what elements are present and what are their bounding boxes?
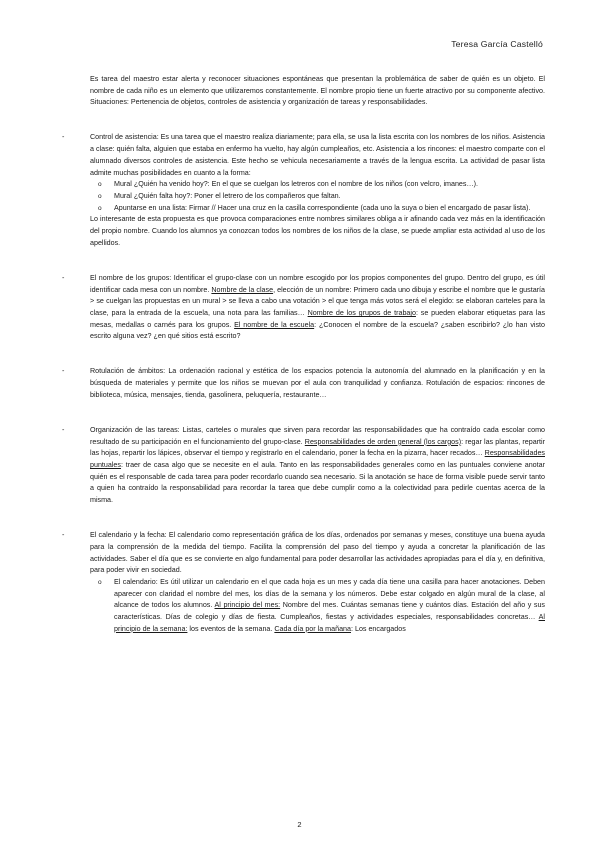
- dash-bullet: -: [62, 425, 65, 434]
- list-item: [90, 179, 545, 191]
- underlined-term: Responsabilidades de orden general (los cargos): [304, 437, 462, 446]
- text-run: El calendario: Es útil utilizar un calendario en el que cada hoja es un mes y cada día tiene una casilla para hacer anotaciones. Deben aparecer con claridad el nombre del mes, los días de la semana y los números. Debe estar colgado en algún mural de la clase, al alcance de todos los alumnos.: [114, 578, 545, 610]
- dash-bullet: -: [62, 367, 65, 376]
- list-item: [90, 203, 545, 215]
- bullet-marker: o: [98, 193, 102, 200]
- document-body: [62, 74, 546, 636]
- control-paragraph: Control de asistencia: Es una tarea que el maestro realiza diariamente; para ella, se usa la lista escrita con los nombres de los niños. Asistencia a clase: quién falta, alguien que estaba en enfermo ha vuelto, hay algún cumpleaños, etc. Asistencia a los rincones: el maestro comparte con el alumnado diversos controles de asistencia. Este hecho se vehicula necesariamente a través de la lengua escrita. La actividad de pasar lista admite muchas posibilidades en cuanto a la forma:: [90, 133, 545, 177]
- text-run: : regar las plantas, repartir las hojas, repartir los lápices, observar el tiempo y registrarlo en el calendario, poner la fecha en la pizarra, hacer recados…: [90, 437, 545, 458]
- list-item-text: Apuntarse en una lista: Firmar // Hacer una cruz en la casilla correspondiente (cada uno la suya o bien el encargado de pasar lista).: [114, 203, 531, 212]
- bullet-marker: o: [98, 181, 102, 189]
- bullet-marker: o: [98, 204, 102, 212]
- section-rotulacion-ambitos: [62, 366, 545, 401]
- list-item: [90, 577, 545, 636]
- section-organizacion-tareas: [62, 425, 545, 507]
- text-run: : ¿Conocen el nombre de la escuela? ¿saben escribirlo? ¿lo han visto escrito alguna vez? ¿en qué sitios está escrito?: [90, 320, 546, 341]
- grupos-paragraph: [90, 273, 545, 343]
- dash-bullet: -: [62, 273, 65, 282]
- control-list: [90, 179, 545, 214]
- dash-bullet: -: [62, 133, 65, 142]
- calendario-paragraph: El calendario y la fecha: El calendario como representación gráfica de los días, ordenados por semanas y meses, constituye una buena ayuda para la comprensión de la medida del tiempo. Facilita la comprensión del paso del tiempo y ayuda a concretar la planificación de las actividades. Saber el día que es se convierte en algo fundamental para poder desarrollar las actividades apropiadas para el día y, en definitiva, para poder vivir en sociedad.: [90, 531, 545, 575]
- list-item-text: Mural ¿Quién falta hoy?: Poner el letrero de los compañeros que faltan.: [114, 192, 341, 200]
- tareas-paragraph: [90, 425, 545, 507]
- text-run: los eventos de la semana.: [187, 624, 275, 633]
- underlined-term: Cada día por la mañana: [274, 624, 351, 633]
- text-run: Organización de las tareas: Listas, carteles o murales que sirven para recordar las responsabilidades que ha contraído cada escolar como resultado de su participación en el funcionamiento del grupo-clase.: [90, 425, 545, 446]
- list-item-text: Mural ¿Quién ha venido hoy?: En el que se cuelgan los letreros con el nombre de los niños (con velcro, imanes…).: [114, 180, 478, 189]
- page-number: 2: [297, 820, 302, 829]
- control-after-paragraph: Lo interesante de esta propuesta es que provoca comparaciones entre nombres similares obliga a ir afinando cada vez más en la identificación del propio nombre. Cuando los alumnos ya conozcan todos los nombres de los niños de la clase, se puede ampliar esta actividad al uso de los apellidos.: [90, 215, 545, 247]
- text-run: : se pueden elaborar etiquetas para las mesas, medallas o carnés para los grupos.: [90, 309, 546, 329]
- calendario-list: [90, 577, 545, 636]
- underlined-term: El nombre de la escuela: [234, 320, 315, 329]
- intro-paragraph: Es tarea del maestro estar alerta y reconocer situaciones espontáneas que presentan la problemática de saber de quién es un objeto. El nombre de cada niño es un elemento que utilizaremos constantemente. El nombre propio tiene un fuerte atractivo por su componente afectivo. Situaciones: Pertenencia de objetos, controles de asistencia y organización de tareas y responsabilidades.: [90, 75, 545, 107]
- section-nombre-grupos: [62, 273, 546, 343]
- underlined-term: Nombre de la clase: [211, 285, 274, 294]
- ambitos-paragraph: Rotulación de ámbitos: La ordenación racional y estética de los espacios potencia la autonomía del alumnado en la planificación y en la búsqueda de materiales y permite que los niños se muevan por el aula con tranquilidad y confianza. Rotulación de espacios: rincones de biblioteca, música, mensajes, tienda, gasolinera, peluquería, restaurante…: [90, 367, 545, 399]
- text-run: El nombre de los grupos: Identificar el grupo-clase con un nombre escogido por los propios componentes del grupo. Dentro del grupo, es útil identificar cada mesa con un nombre.: [90, 273, 545, 294]
- underlined-term: Al principio del mes:: [214, 601, 281, 610]
- text-run: Nombre del mes. Cuántas semanas tiene y cuántos días. Estación del año y sus características. Días de colegio y días de fiesta. Cumpleaños, fiestas y actividades especiales, responsabilidades concretas…: [114, 601, 545, 622]
- section-control-asistencia: [62, 132, 545, 249]
- list-item: [90, 191, 545, 203]
- bullet-marker: o: [98, 579, 102, 587]
- text-run: : Los encargados: [351, 624, 406, 633]
- section-calendario-fecha: [62, 530, 545, 635]
- text-run: , elección de un nombre: Primero cada uno dibuja y escribe el nombre que le gustaría > se cuelgan las propuestas en un mural > se lleva a cabo una votación > el que tenga más votos será el elegido: se elaboran carteles para la clase, para la entrada de la escuela, una nota para las familias…: [90, 285, 545, 317]
- underlined-term: Responsabilidades puntuales: [90, 449, 545, 470]
- page-header-author: Teresa García Castelló: [451, 39, 543, 49]
- underlined-term: Al principio de la semana:: [114, 613, 545, 633]
- text-run: : traer de casa algo que se necesite en el aula. Tanto en las responsabilidades generales como en las puntuales conviene anotar quién es el responsable de cada tarea para poder recordarlo cuando sea necesario. Si la anotación se hace de forma visible puede servir tanto a quien ha contraído la responsabilidad para recordar la tarea que debe cumplir como a la colectividad para pedirle cuentas acerca de la misma.: [90, 461, 545, 505]
- dash-bullet: -: [62, 531, 65, 540]
- underlined-term: Nombre de los grupos de trabajo: [307, 309, 416, 317]
